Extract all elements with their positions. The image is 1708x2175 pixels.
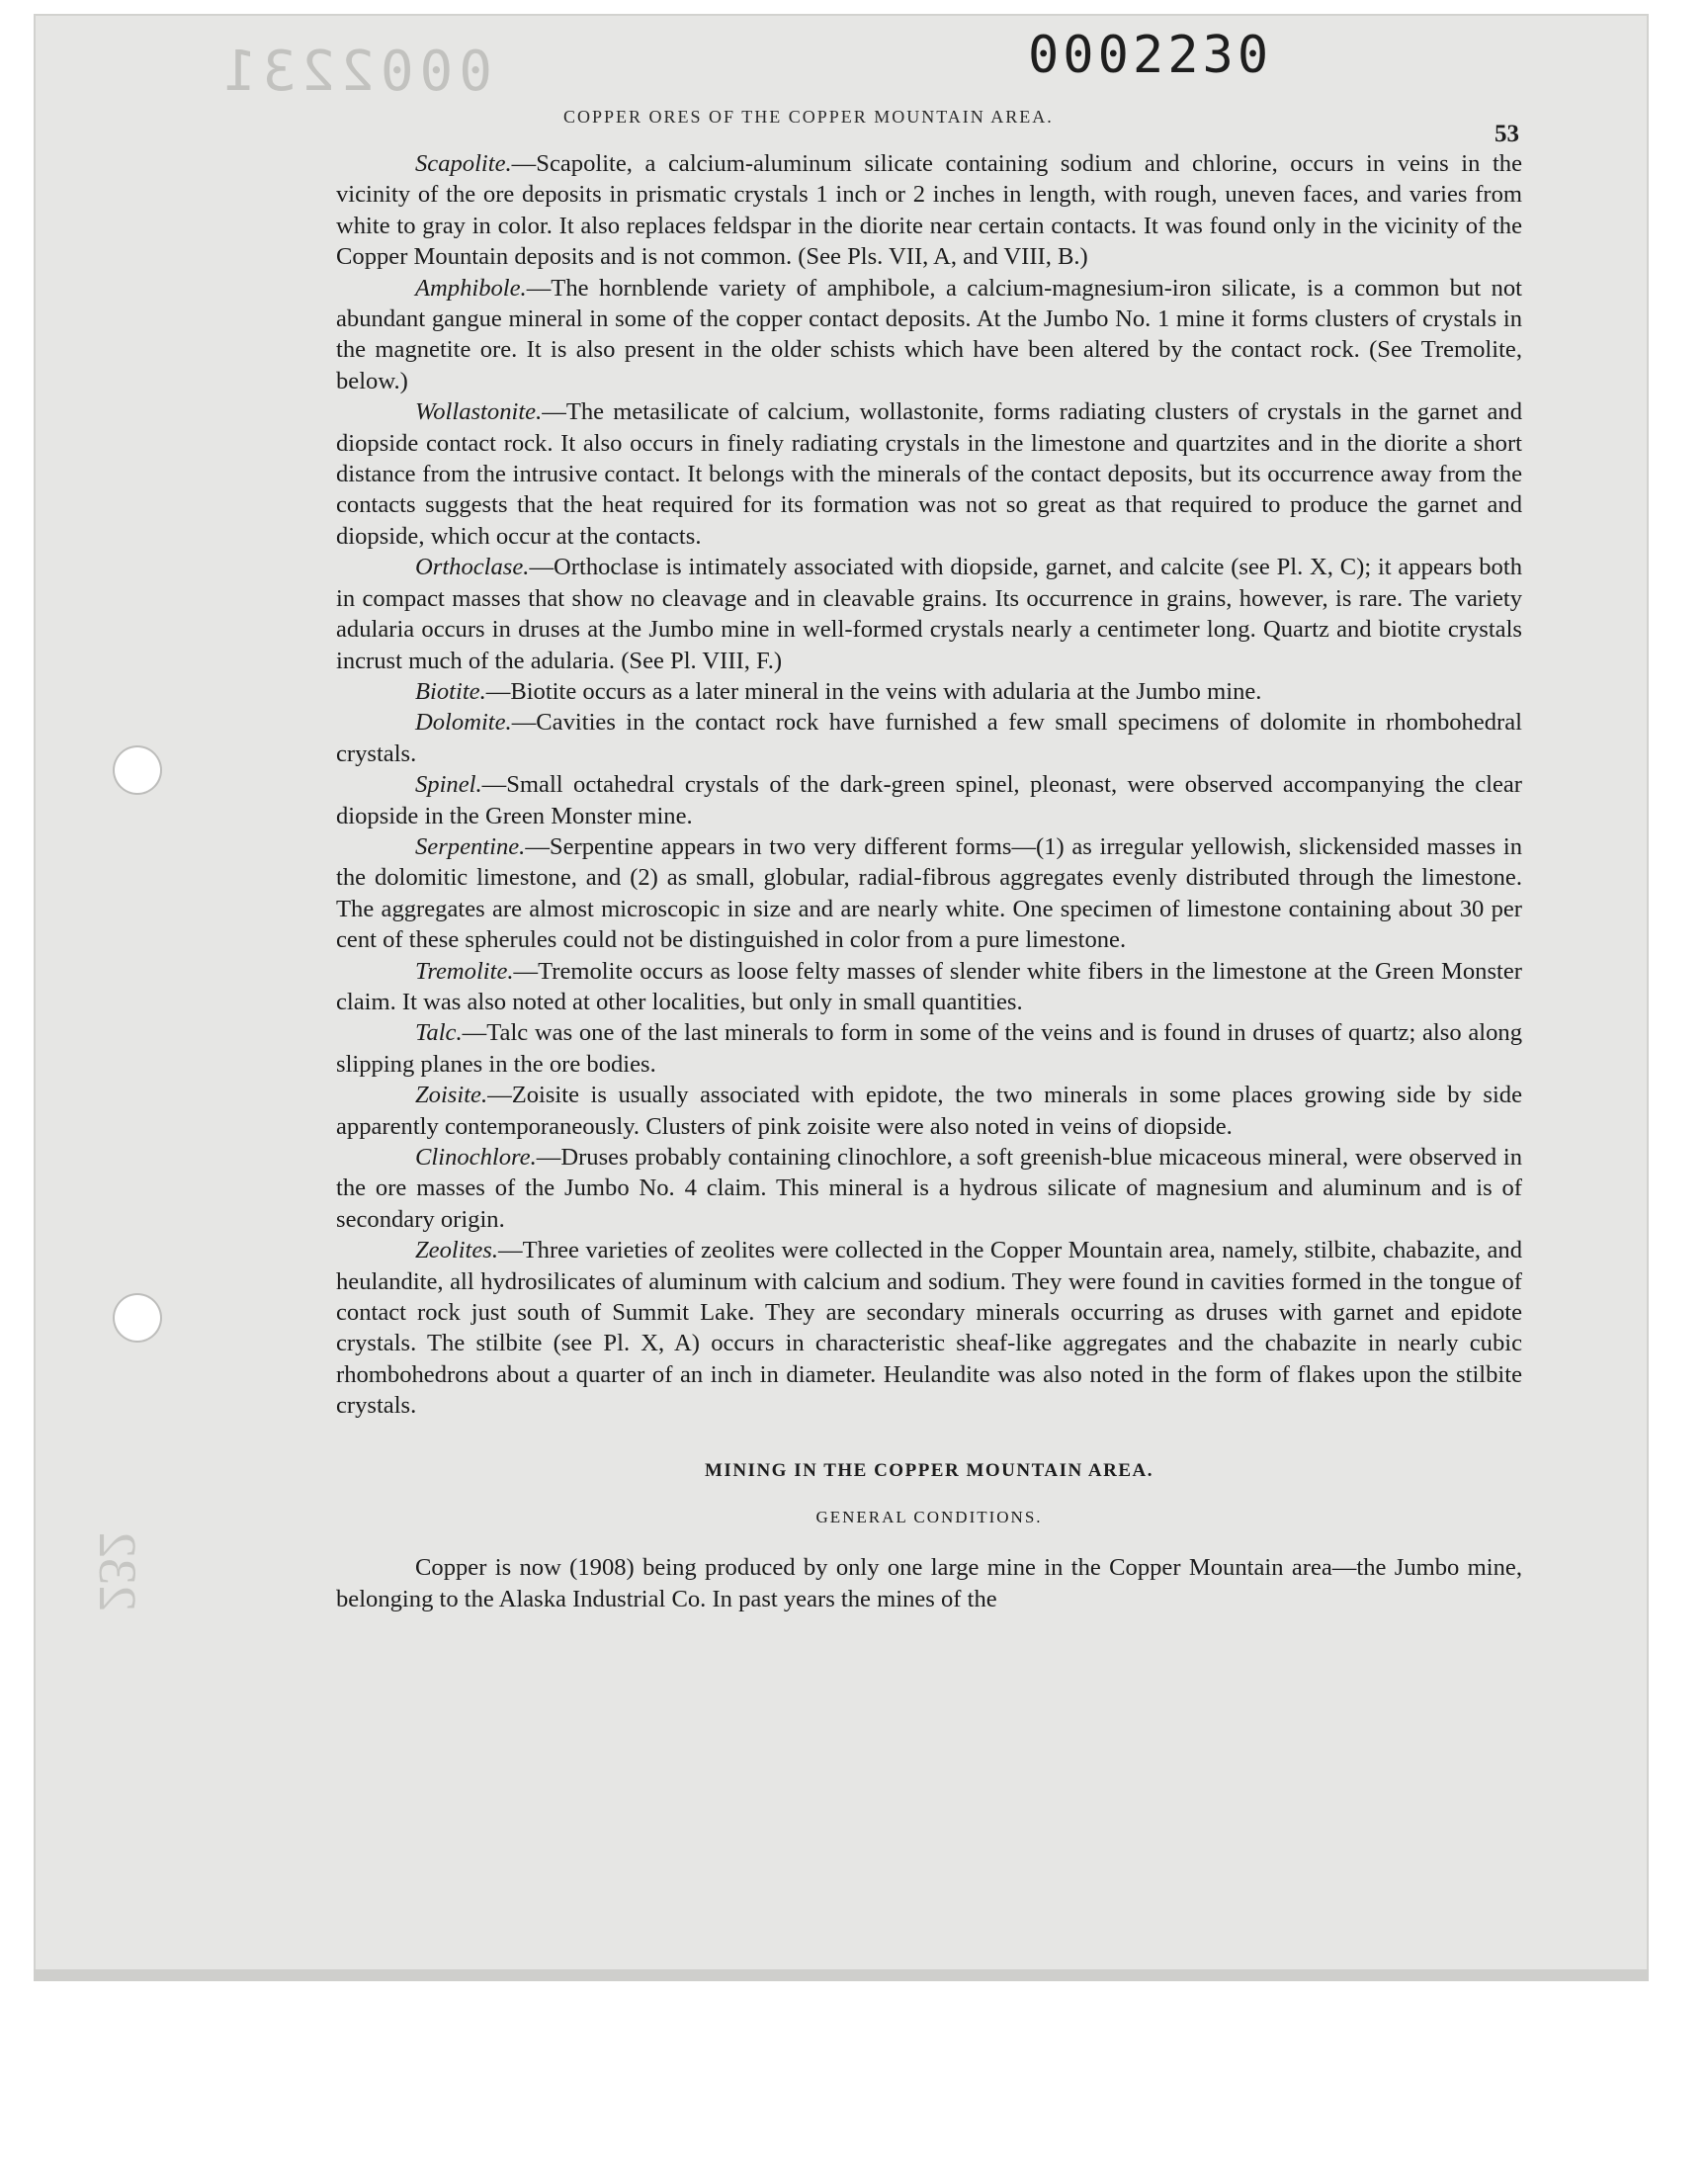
paragraph-text: —Three varieties of zeolites were collected in the Copper Mountain area, namely, stilbite, chabazite, and heulandite, all hydrosilicates of aluminum with calcium and sodium. They were found in cavities formed in the tongue of contact rock just south of Summit Lake. They are secondary minerals occurring as druses with garnet and epidote crystals. The stilbite (see Pl. X, A) occurs in characteristic sheaf-like aggregates and the chabazite in nearly cubic rhombohedrons about a quarter of an inch in diameter. Heulandite was also noted in the form of flakes upon the stilbite crystals. (336, 1237, 1522, 1420)
bleed-through-margin-number: 232 (88, 1531, 147, 1611)
mineral-term: Wollastonite. (415, 398, 543, 426)
mineral-term: Orthoclase. (415, 554, 530, 581)
mineral-term: Scapolite. (415, 150, 512, 177)
paragraph-text: —The hornblende variety of amphibole, a calcium-magnesium-iron silicate, is a common but not abundant gangue mineral in some of the copper contact deposits. At the Jumbo No. 1 mine it forms clusters of crystals in the magnetite ore. It is also present in the older schists which have been altered by the contact rock. (See Tremolite, below.) (336, 274, 1522, 394)
paragraph-text: —Biotite occurs as a later mineral in the veins with adularia at the Jumbo mine. (485, 677, 1262, 705)
paragraph-text: —Serpentine appears in two very different forms—(1) as irregular yellowish, slickensided masses in the dolomitic limestone, and (2) as small, globular, radial-fibrous aggregates evenly distributed through the limestone. The aggregates are almost microscopic in size and are nearly white. One specimen of limestone containing about 30 per cent of these spherules could not be distinguished in color from a pure limestone. (336, 832, 1522, 954)
paragraph-talc (336, 1017, 1522, 1080)
paragraph-clinochlore (336, 1142, 1522, 1235)
paragraph-text: —Small octahedral crystals of the dark-green spinel, pleonast, were observed accompanying the clear diopside in the Green Monster mine. (336, 771, 1522, 829)
mineral-term: Dolomite. (415, 709, 512, 737)
paragraph-amphibole (336, 273, 1522, 397)
paragraph-dolomite (336, 707, 1522, 769)
mineral-term: Clinochlore. (415, 1144, 537, 1171)
mineral-term: Biotite. (415, 677, 486, 705)
document-stamp-number: 0002230 (1028, 26, 1273, 85)
mineral-term: Zoisite. (415, 1082, 488, 1109)
paragraph-spinel (336, 769, 1522, 831)
paragraph-zeolites (336, 1235, 1522, 1421)
mineral-term: Serpentine. (415, 832, 526, 860)
paragraph-zoisite (336, 1080, 1522, 1142)
paragraph-serpentine (336, 831, 1522, 956)
paragraph-text: —Zoisite is usually associated with epidote, the two minerals in some places growing side by side apparently contemporaneously. Clusters of pink zoisite were also noted in veins of diopside. (336, 1082, 1522, 1140)
paragraph-text: —Druses probably containing clinochlore, a soft greenish-blue micaceous mineral, were observed in the ore masses of the Jumbo No. 4 claim. This mineral is a hydrous silicate of magnesium and aluminum and is of secondary origin. (336, 1144, 1522, 1233)
closing-paragraph: Copper is now (1908) being produced by only one large mine in the Copper Mountain area—the Jumbo mine, belonging to the Alaska Industrial Co. In past years the mines of the (336, 1554, 1522, 1612)
paragraph-biotite (336, 676, 1522, 707)
mineral-term: Tremolite. (415, 957, 514, 985)
paragraph-text: —Cavities in the contact rock have furnished a few small specimens of dolomite in rhombohedral crystals. (336, 709, 1522, 767)
page-number: 53 (1494, 121, 1519, 147)
punch-hole-upper (115, 747, 160, 793)
paragraph-text: —The metasilicate of calcium, wollastonite, forms radiating clusters of crystals in the garnet and diopside contact rock. It also occurs in finely radiating crystals in the limestone and quartzites and in the diorite a short distance from the intrusive contact. It belongs with the minerals of the contact deposits, but its occurrence away from the contacts suggests that the heat required for its formation was not so great as that required to produce the garnet and diopside, which occur at the contacts. (336, 398, 1522, 550)
paragraph-orthoclase (336, 552, 1522, 676)
subsection-title: GENERAL CONDITIONS. (815, 1508, 1043, 1527)
bleed-through-stamp: 0002231 (217, 40, 493, 104)
paragraph-text: —Orthoclase is intimately associated with diopside, garnet, and calcite (see Pl. X, C); it appears both in compact masses that show no cleavage and in cleavable grains. Its occurrence in grains, however, is rare. The variety adularia occurs in druses at the Jumbo mine in well-formed crystals nearly a centimeter long. Quartz and biotite crystals incrust much of the adularia. (See Pl. VIII, F.) (336, 554, 1522, 674)
mineral-term: Amphibole. (415, 274, 527, 302)
paragraph-scapolite (336, 148, 1522, 273)
mineral-term: Zeolites. (415, 1237, 499, 1264)
mineral-term: Spinel. (415, 771, 482, 799)
paragraph-text: —Tremolite occurs as loose felty masses of slender white fibers in the limestone at the Green Monster claim. It was also noted at other localities, but only in small quantities. (336, 957, 1522, 1015)
paragraph-text: —Talc was one of the last minerals to form in some of the veins and is found in druses of quartz; also along slipping planes in the ore bodies. (336, 1019, 1522, 1078)
running-head: COPPER ORES OF THE COPPER MOUNTAIN AREA. (563, 107, 1054, 127)
paragraph-text: —Scapolite, a calcium-aluminum silicate containing sodium and chlorine, occurs in veins in the vicinity of the ore deposits in prismatic crystals 1 inch or 2 inches in length, with rough, uneven faces, and varies from white to gray in color. It also replaces feldspar in the diorite near certain contacts. It was found only in the vicinity of the Copper Mountain deposits and is not common. (See Pls. VII, A, and VIII, B.) (336, 150, 1522, 271)
paragraph-wollastonite (336, 396, 1522, 552)
section-title: MINING IN THE COPPER MOUNTAIN AREA. (705, 1459, 1153, 1481)
body-text (336, 148, 1522, 1614)
paragraph-tremolite (336, 956, 1522, 1018)
punch-hole-lower (115, 1295, 160, 1341)
mineral-term: Talc. (415, 1019, 463, 1047)
scan-bottom-edge (34, 1969, 1649, 1981)
